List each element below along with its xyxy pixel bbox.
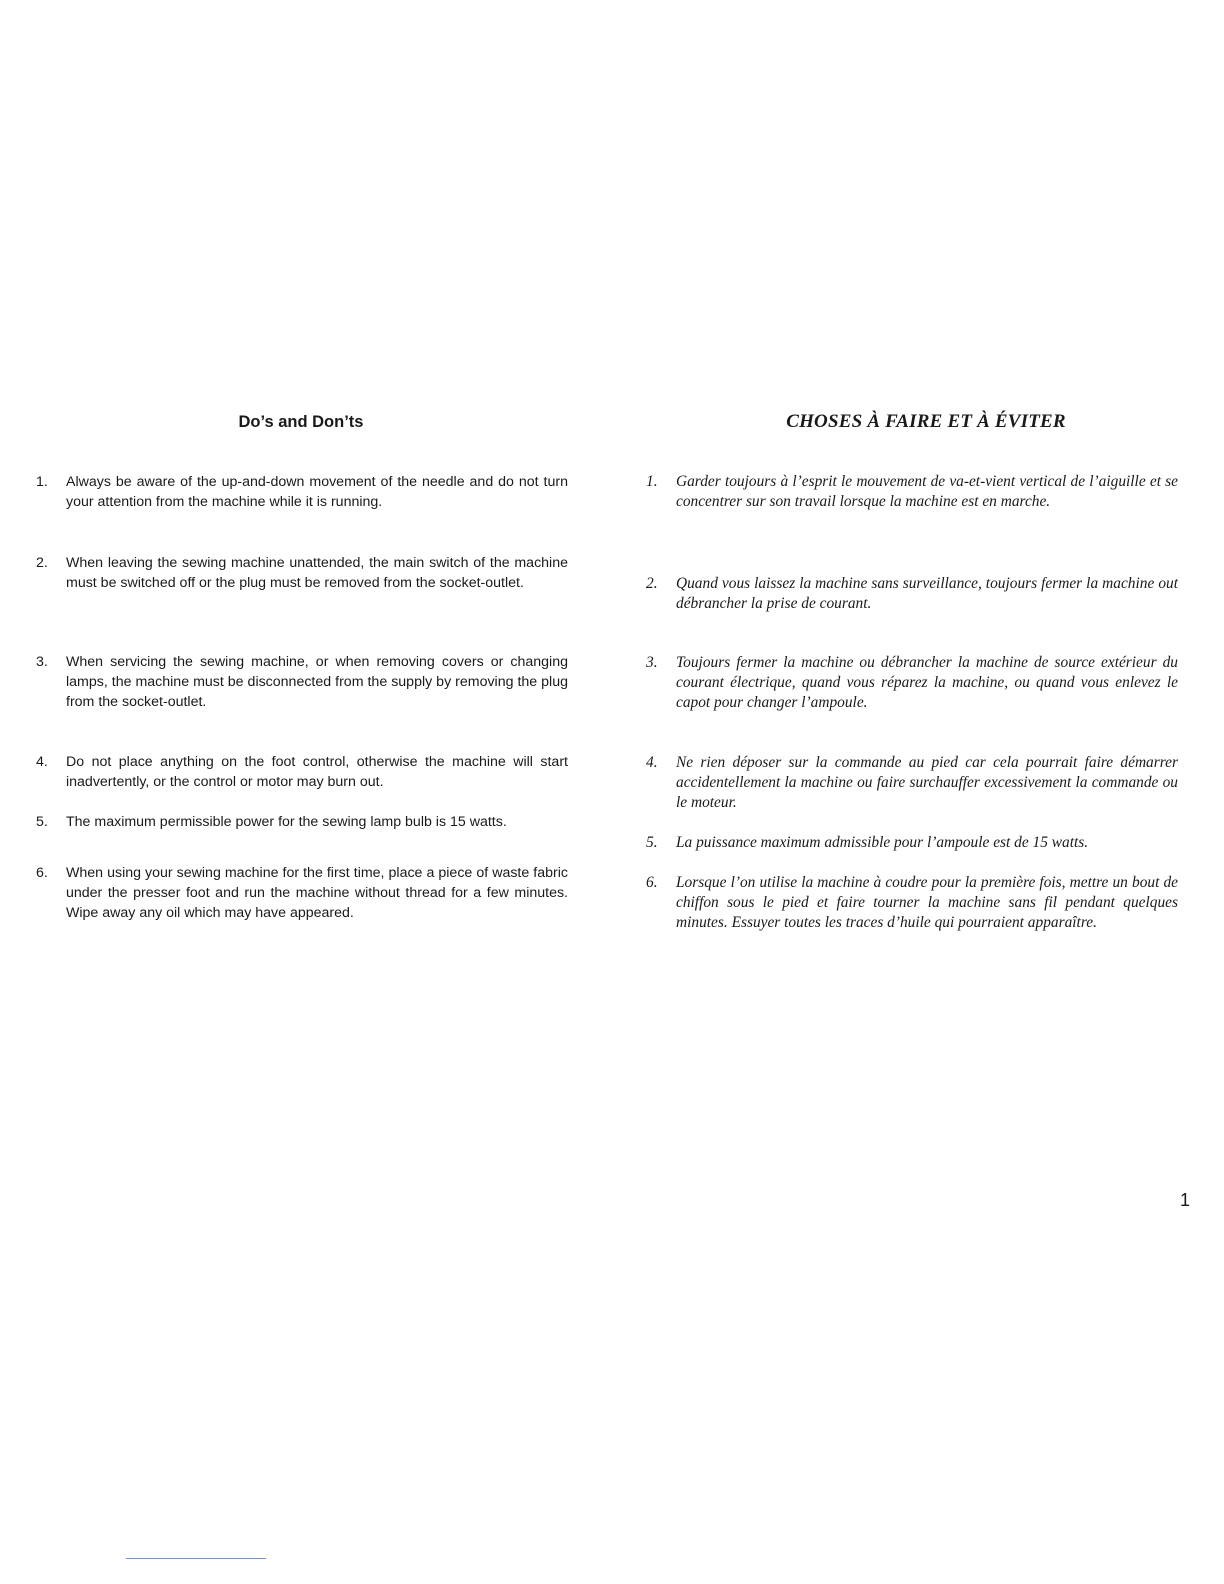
item-number: 2. bbox=[646, 575, 658, 592]
item-text: Quand vous laissez la machine sans surveillance, toujours fermer la machine out débrancher la prise de courant. bbox=[676, 575, 1178, 613]
item-text: Do not place anything on the foot control, otherwise the machine will start inadvertently, or the control or motor may burn out. bbox=[66, 754, 568, 791]
french-item-3 bbox=[646, 653, 1178, 714]
french-title: CHOSES À FAIRE ET À ÉVITER bbox=[786, 411, 1066, 432]
french-item-1 bbox=[646, 472, 1178, 512]
item-number: 5. bbox=[36, 814, 48, 830]
item-text: Garder toujours à l’esprit le mouvement de va-et-vient vertical de l’aiguille et se concentrer sur son travail lorsque la machine est en marche. bbox=[676, 473, 1178, 511]
item-number: 6. bbox=[646, 874, 658, 891]
french-item-2 bbox=[646, 574, 1178, 614]
item-text: Lorsque l’on utilise la machine à coudre pour la première fois, mettre un bout de chiffon sous le pied et faire tourner la machine sans fil pendant quelques minutes. Essuyer toutes les traces d’huile qui pourraient apparaître. bbox=[676, 874, 1178, 932]
item-text: When leaving the sewing machine unattended, the main switch of the machine must be switched off or the plug must be removed from the socket-outlet. bbox=[66, 555, 568, 592]
item-number: 5. bbox=[646, 834, 658, 851]
item-text: Always be aware of the up-and-down movement of the needle and do not turn your attention from the machine while it is running. bbox=[66, 474, 568, 511]
item-text: When servicing the sewing machine, or when removing covers or changing lamps, the machine must be disconnected from the supply by removing the plug from the socket-outlet. bbox=[66, 654, 568, 711]
item-number: 3. bbox=[646, 654, 658, 671]
item-number: 1. bbox=[646, 473, 658, 490]
item-number: 4. bbox=[36, 754, 48, 770]
item-number: 4. bbox=[646, 754, 658, 771]
item-number: 1. bbox=[36, 474, 48, 490]
footer-divider bbox=[126, 1558, 266, 1559]
english-item-2 bbox=[36, 553, 568, 593]
item-text: The maximum permissible power for the sewing lamp bulb is 15 watts. bbox=[66, 814, 507, 830]
page-number: 1 bbox=[1180, 1190, 1191, 1210]
english-item-5 bbox=[36, 812, 568, 832]
item-text: Toujours fermer la machine ou débrancher la machine de source extérieur du courant électrique, quand vous réparez la machine, ou quand vous enlevez le capot pour changer l’ampoule. bbox=[676, 654, 1178, 712]
english-item-6 bbox=[36, 863, 568, 924]
english-title: Do’s and Don’ts bbox=[238, 413, 364, 431]
item-number: 2. bbox=[36, 555, 48, 571]
item-text: La puissance maximum admissible pour l’ampoule est de 15 watts. bbox=[676, 834, 1089, 851]
item-text: When using your sewing machine for the first time, place a piece of waste fabric under the presser foot and run the machine without thread for a few minutes. Wipe away any oil which may have appeared. bbox=[66, 865, 568, 922]
item-text: Ne rien déposer sur la commande au pied car cela pourrait faire démarrer accidentellement la machine ou faire surchauffer excessivement la commande ou le moteur. bbox=[676, 754, 1178, 812]
english-item-3 bbox=[36, 652, 568, 713]
french-item-6 bbox=[646, 873, 1178, 934]
english-item-4 bbox=[36, 752, 568, 792]
item-number: 3. bbox=[36, 654, 48, 670]
english-item-1 bbox=[36, 472, 568, 512]
french-item-4 bbox=[646, 753, 1178, 814]
french-item-5 bbox=[646, 833, 1178, 853]
item-number: 6. bbox=[36, 865, 48, 881]
